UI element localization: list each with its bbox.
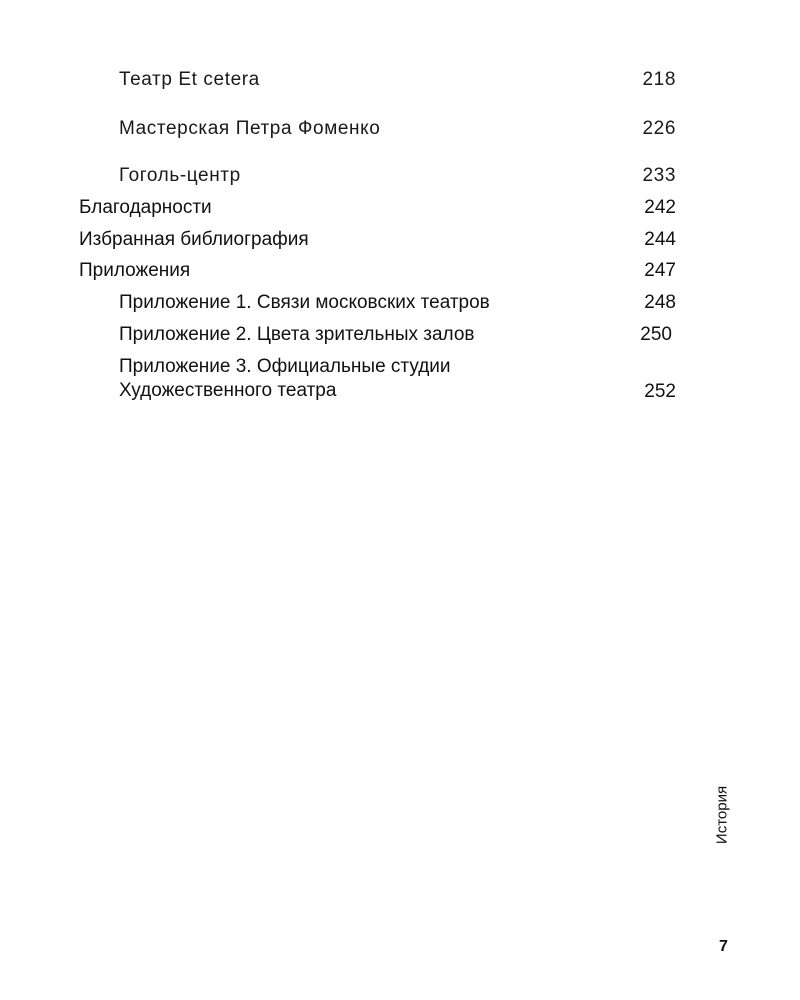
toc-entry	[0, 227, 800, 253]
toc-entry-page: 248	[644, 292, 676, 313]
toc-entry-page: 244	[644, 229, 676, 250]
toc-entry-title: Приложения	[79, 260, 191, 281]
toc-entry-title: Мастерская Петра Фоменко	[119, 118, 381, 139]
toc-entry-page: 247	[644, 260, 676, 281]
toc-entry	[0, 67, 800, 93]
toc-entry	[0, 195, 800, 221]
toc-entry-page: 252	[644, 381, 676, 402]
toc-entry-page: 242	[644, 197, 676, 218]
toc-entry	[0, 290, 800, 316]
toc-entry	[0, 322, 800, 348]
toc-entry-title-line-2: Художественного театра	[119, 380, 337, 401]
toc-entry-title-line-1: Приложение 3. Официальные студии	[119, 356, 451, 377]
toc-entry-page: 218	[642, 69, 676, 90]
toc-entry-page: 233	[642, 165, 676, 186]
toc-entry	[0, 116, 800, 142]
toc-entry	[0, 258, 800, 284]
toc-entry-title: Благодарности	[79, 197, 212, 218]
toc-entry-title: Приложение 1. Связи московских театров	[119, 292, 490, 313]
toc-entry-page: 250	[640, 324, 672, 345]
toc-entry-title: Приложение 2. Цвета зрительных залов	[119, 324, 475, 345]
toc-entry-page: 226	[642, 118, 676, 139]
toc-entry-title: Избранная библиография	[79, 229, 309, 250]
toc-entry-title: Театр Et cetera	[119, 69, 260, 90]
page-number: 7	[719, 938, 728, 955]
section-side-label: История	[713, 785, 731, 845]
toc-entry	[0, 163, 800, 189]
toc-entry	[0, 355, 800, 407]
toc-entry-title: Гоголь-центр	[119, 165, 241, 186]
